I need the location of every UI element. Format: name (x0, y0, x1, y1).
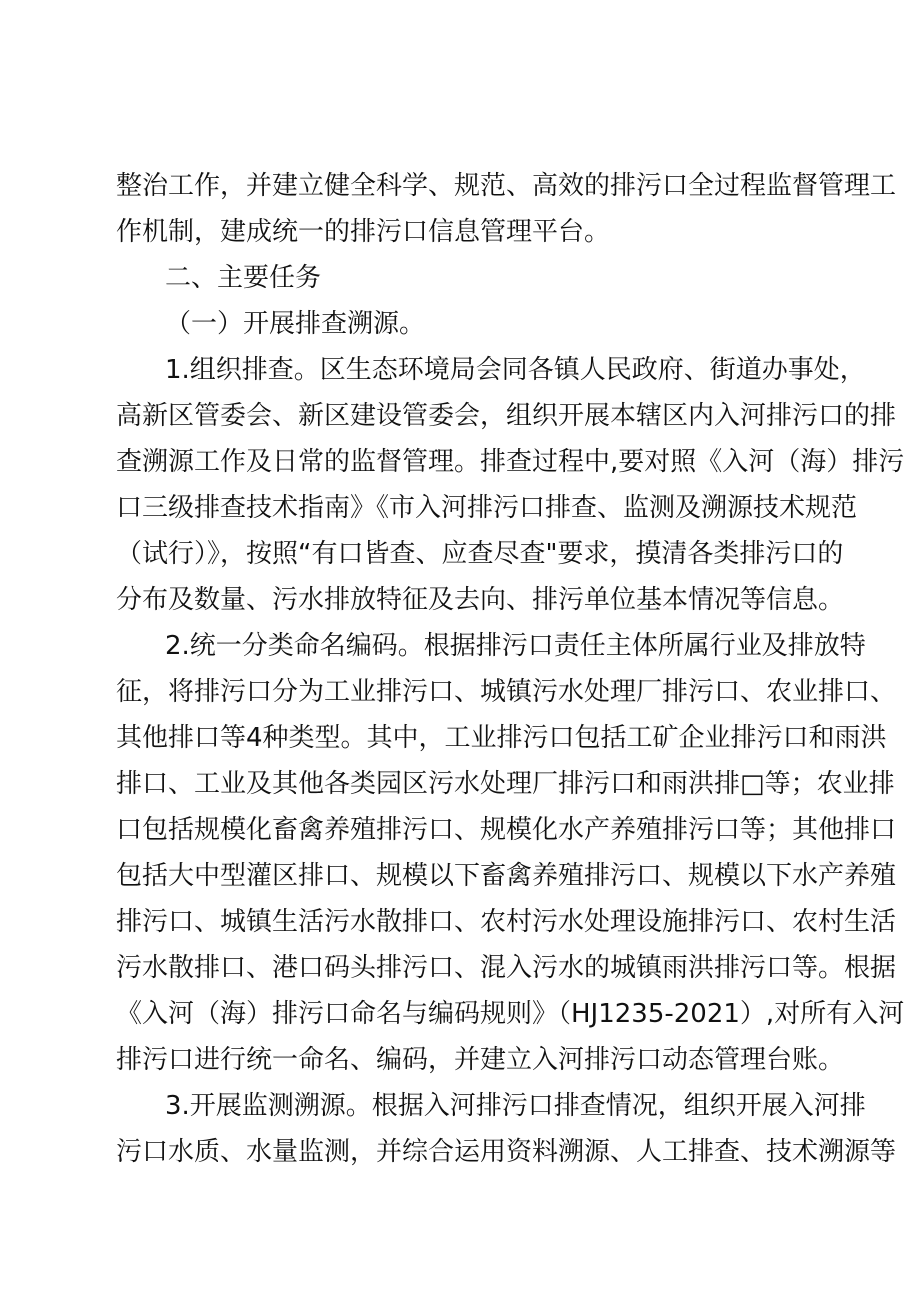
text-line-12-content: 征，将排污口分为工业排污口、城镇污水处理厂排污口、农业排口、 (116, 677, 897, 707)
text-line-15 (116, 807, 920, 853)
text-line-12 (116, 669, 920, 715)
text-line-21 (165, 1083, 920, 1129)
text-line-22-content: 污口水质、水量监测，并综合运用资料溯源、人工排查、技术溯源等 (116, 1137, 897, 1167)
text-line-14-content: 排口、工业及其他各类园区污水处理厂排污口和雨洪排□等；农业排 (116, 769, 895, 799)
text-line-21-content: 3.开展监测溯源。根据入河排污口排查情况，组织开展入河排 (165, 1091, 866, 1121)
text-line-22 (116, 1129, 920, 1175)
text-line-18-content: 污水散排口、港口码头排污口、混入污水的城镇雨洪排污口等。根据 (116, 953, 897, 983)
text-line-1 (116, 163, 920, 209)
text-line-6-content: 高新区管委会、新区建设管委会，组织开展本辖区内入河排污口的排 (116, 401, 897, 431)
text-line-16 (116, 853, 920, 899)
text-line-11-content: 2.统一分类命名编码。根据排污口责任主体所属行业及排放特 (165, 631, 866, 661)
text-line-5-content: 1.组织排查。区生态环境局会同各镇人民政府、街道办事处， (165, 355, 866, 385)
text-line-13 (116, 715, 920, 761)
text-line-7-content: 查溯源工作及日常的监督管理。排查过程中,要对照《入河（海）排污 (116, 447, 905, 477)
text-line-9 (116, 531, 920, 577)
text-line-16-content: 包括大中型灌区排口、规模以下畜禽养殖排污口、规模以下水产养殖 (116, 861, 897, 891)
text-line-17-content: 排污口、城镇生活污水散排口、农村污水处理设施排污口、农村生活 (116, 907, 897, 937)
text-line-14 (116, 761, 920, 807)
text-line-1-content: 整治工作，并建立健全科学、规范、高效的排污口全过程监督管理工 (116, 171, 897, 201)
text-line-20-content: 排污口进行统一命名、编码，并建立入河排污口动态管理台账。 (116, 1045, 845, 1075)
text-line-15-content: 口包括规模化畜禽养殖排污口、规模化水产养殖排污口等；其他排口 (116, 815, 897, 845)
text-line-18 (116, 945, 920, 991)
subsection-heading-survey-text: （一）开展排查溯源。 (165, 309, 426, 339)
text-line-8 (116, 485, 920, 531)
section-heading-main-tasks (165, 255, 920, 301)
text-line-19-content: 《入河（海）排污口命名与编码规则》（HJ1235-2021）,对所有入河 (116, 999, 905, 1029)
text-line-17 (116, 899, 920, 945)
text-line-7 (116, 439, 920, 485)
subsection-heading-survey (165, 301, 920, 347)
text-line-10 (116, 577, 920, 623)
text-line-19 (116, 991, 920, 1037)
text-line-2 (116, 209, 920, 255)
text-line-20 (116, 1037, 920, 1083)
text-line-8-content: 口三级排查技术指南》《市入河排污口排查、监测及溯源技术规范 (116, 493, 858, 523)
text-line-5 (165, 347, 920, 393)
text-line-6 (116, 393, 920, 439)
text-line-9-content: （试行）》，按照“有口皆查、应查尽查"要求，摸清各类排污口的 (116, 539, 844, 569)
text-line-10-content: 分布及数量、污水排放特征及去向、排污单位基本情况等信息。 (116, 585, 845, 615)
text-line-13-content: 其他排口等4种类型。其中，工业排污口包括工矿企业排污口和雨洪 (116, 723, 887, 753)
section-heading-main-tasks-text: 二、主要任务 (165, 263, 322, 293)
text-line-11 (165, 623, 920, 669)
text-line-2-content: 作机制，建成统一的排污口信息管理平台。 (116, 217, 611, 247)
